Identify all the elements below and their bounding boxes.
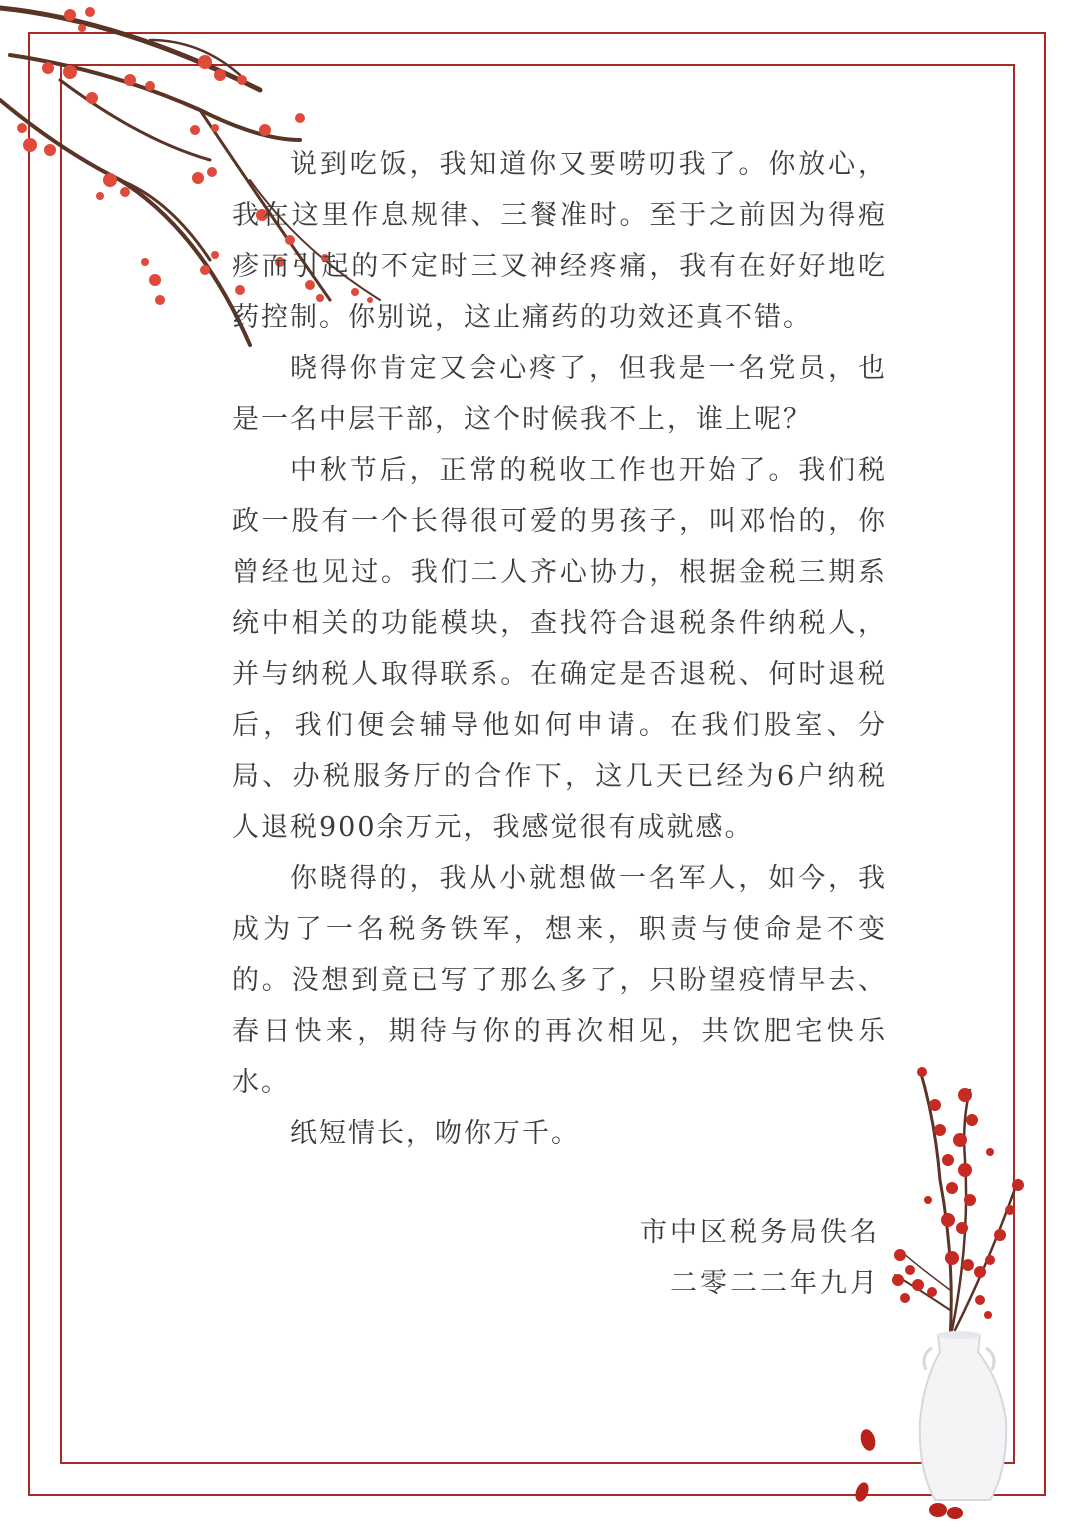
- berry-branch-vase-icon: [840, 1060, 1040, 1520]
- letter-paragraph: 说到吃饭，我知道你又要唠叨我了。你放心，我在这里作息规律、三餐准时。至于之前因为得疱疹而引起的不定时三叉神经疼痛，我有在好好地吃药控制。你别说，这止痛药的功效还真不错。: [232, 149, 887, 333]
- signature-name: 市中区税务局佚名: [640, 1217, 880, 1248]
- letter-paragraph: 纸短情长，吻你万千。: [290, 1118, 580, 1149]
- signature-date: 二零二二年九月: [670, 1268, 880, 1299]
- letter-paragraph: 中秋节后，正常的税收工作也开始了。我们税政一股有一个长得很可爱的男孩子，叫邓怡的，你曾经也见过。我们二人齐心协力，根据金税三期系统中相关的功能模块，查找符合退税条件纳税人，并与纳税人取得联系。在确定是否退税、何时退税后，我们便会辅导他如何申请。在我们股室、分局、办税服务厅的合作下，这几天已经为6户纳税人退税900余万元，我感觉很有成就感。: [232, 455, 887, 843]
- letter-paragraph: 你晓得的，我从小就想做一名军人，如今，我成为了一名税务铁军，想来，职责与使命是不变的。没想到竟已写了那么多了，只盼望疫情早去、春日快来，期待与你的再次相见，共饮肥宅快乐水。: [232, 863, 887, 1098]
- letter-paragraph: 晓得你肯定又会心疼了，但我是一名党员，也是一名中层干部，这个时候我不上，谁上呢？: [232, 353, 887, 435]
- letter-body: [232, 139, 887, 1159]
